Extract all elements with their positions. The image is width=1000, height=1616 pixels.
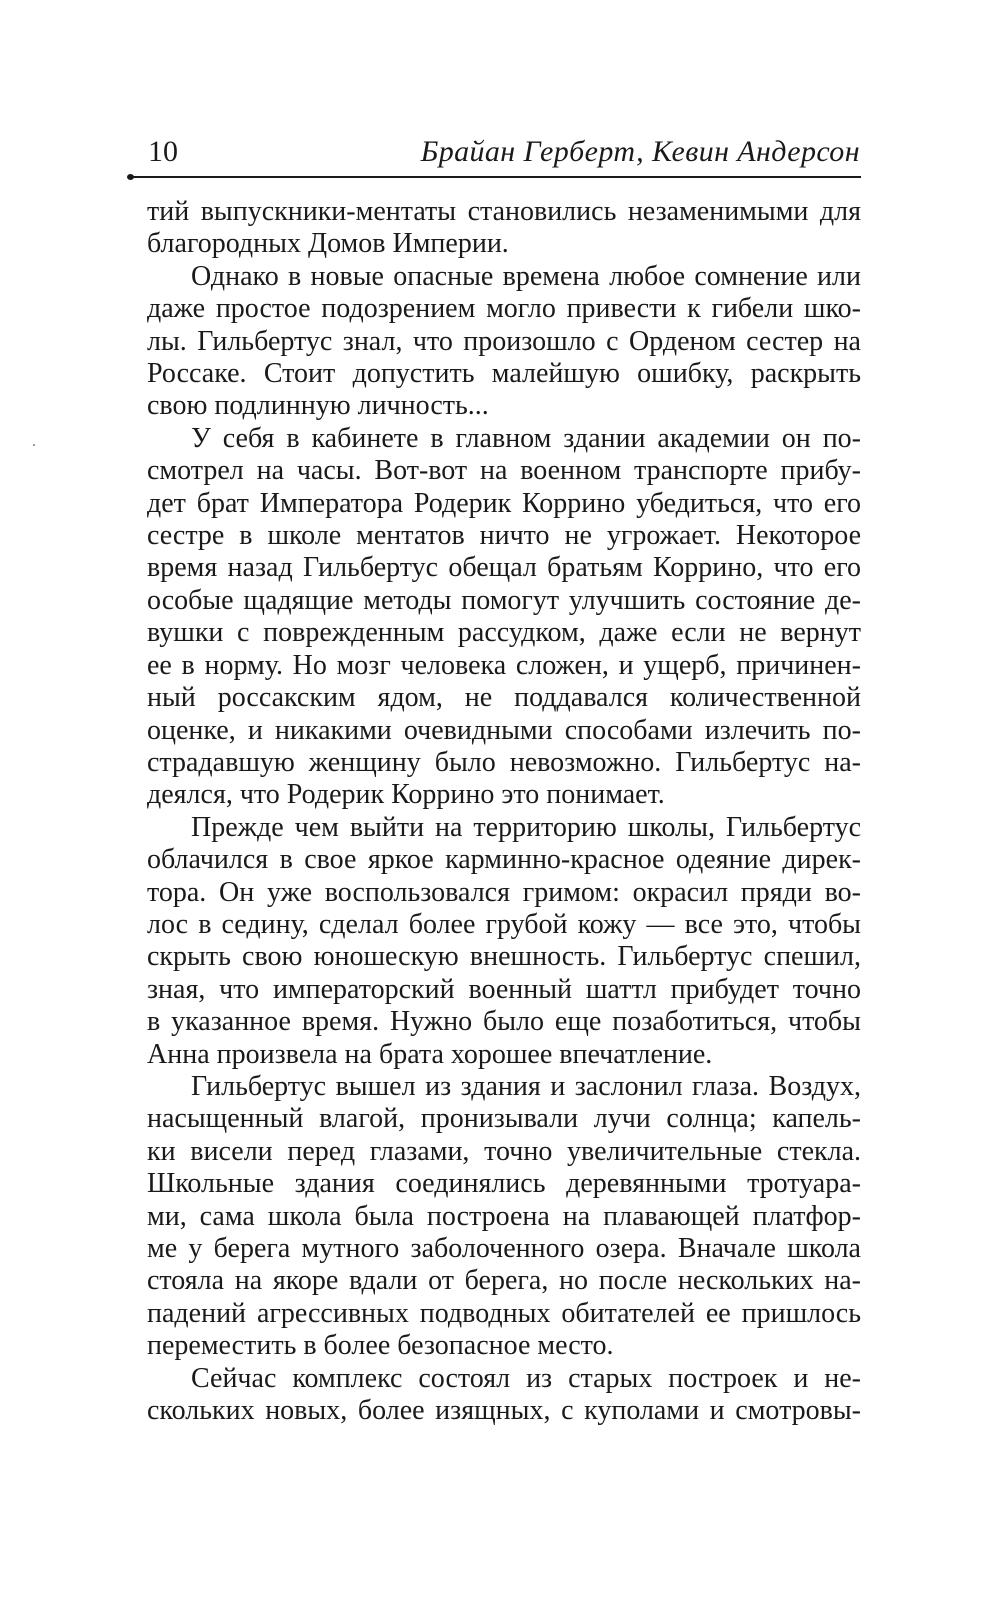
page-number: 10 <box>148 135 178 168</box>
text-line: зная, что императорский военный шаттл прибудет точно <box>147 973 861 1005</box>
header-rule-ornament <box>127 174 134 180</box>
text-line: страдавшую женщину было невозможно. Гильбертус на- <box>147 746 861 778</box>
text-line: даже простое подозрением могло привести к гибели шко- <box>147 293 861 325</box>
paragraph-2 <box>147 261 861 423</box>
text-line: ме у берега мутного заболоченного озера. Вначале школа <box>147 1233 861 1264</box>
paragraph-6 <box>147 1363 861 1428</box>
text-line: облачился в свое яркое карминно-красное одеяние дирек- <box>147 844 861 876</box>
text-line: свою подлинную личность... <box>147 390 489 422</box>
text-line: Прежде чем выйти на территорию школы, Гильбертус <box>191 811 861 843</box>
text-line: Россаке. Стоит допустить малейшую ошибку, раскрыть <box>147 358 861 390</box>
text-line: Гильбертус вышел из здания и заслонил глаза. Воздух, <box>191 1070 861 1102</box>
text-line: ми, сама школа была построена на плавающей платфор- <box>147 1200 861 1232</box>
text-line: падений агрессивных подводных обитателей ее пришлось <box>147 1297 862 1329</box>
text-line: скольких новых, более изящных, с куполами и смотровы- <box>147 1395 861 1427</box>
header-authors: Брайан Герберт, Кевин Андерсон <box>420 135 860 168</box>
text-line: ее в норму. Но мозг человека сложен, и ущерб, причинен- <box>147 649 861 681</box>
text-line: У себя в кабинете в главном здании академии он по- <box>191 422 861 454</box>
text-line: Анна произвела на брата хорошее впечатление. <box>147 1038 713 1070</box>
text-line: лы. Гильбертус знал, что произошло с Орденом сестер на <box>147 325 861 357</box>
text-line: деялся, что Родерик Коррино это понимает. <box>147 779 665 811</box>
text-line: сестре в школе ментатов ничто не угрожает. Некоторое <box>147 520 861 552</box>
text-line: смотрел на часы. Вот-вот на военном транспорте прибу- <box>147 455 861 487</box>
text-line: благородных Домов Империи. <box>147 228 509 260</box>
running-head <box>148 132 860 172</box>
text-line: тий выпускники-ментаты становились незаменимыми для <box>147 196 861 227</box>
scan-speck <box>33 444 35 446</box>
text-line: ный россакским ядом, не поддавался количественной <box>147 682 861 714</box>
paragraph-3 <box>147 423 861 812</box>
text-line: ки висели перед глазами, точно увеличительные стекла. <box>147 1135 861 1167</box>
paragraph-1 <box>147 196 861 261</box>
text-line: время назад Гильбертус обещал братьям Коррино, что его <box>147 552 861 584</box>
paragraph-4 <box>147 812 861 1071</box>
text-line: Однако в новые опасные времена любое сомнение или <box>191 260 861 292</box>
text-line: оценке, и никакими очевидными способами излечить по- <box>147 714 861 746</box>
paragraph-5 <box>147 1071 861 1363</box>
body-text <box>147 196 861 1427</box>
text-line: особые щадящие методы помогут улучшить состояние де- <box>147 584 861 616</box>
text-line: Сейчас комплекс состоял из старых построек и не- <box>191 1362 861 1394</box>
text-line: насыщенный влагой, пронизывали лучи солнца; капель- <box>147 1103 861 1135</box>
text-line: скрыть свою юношескую внешность. Гильбертус спешил, <box>147 941 861 973</box>
text-line: дет брат Императора Родерик Коррино убедиться, что его <box>147 487 861 519</box>
text-line: лос в седину, сделал более грубой кожу — все это, чтобы <box>147 908 861 940</box>
text-line: стояла на якоре вдали от берега, но после нескольких на- <box>147 1265 862 1297</box>
text-line: вушки с поврежденным рассудком, даже если не вернут <box>147 617 861 649</box>
header-rule <box>130 176 861 178</box>
text-line: переместить в более безопасное место. <box>147 1330 614 1362</box>
text-line: тора. Он уже воспользовался гримом: окрасил пряди во- <box>147 876 861 908</box>
text-line: Школьные здания соединялись деревянными тротуара- <box>147 1168 861 1200</box>
text-line: в указанное время. Нужно было еще позаботиться, чтобы <box>147 1006 861 1038</box>
